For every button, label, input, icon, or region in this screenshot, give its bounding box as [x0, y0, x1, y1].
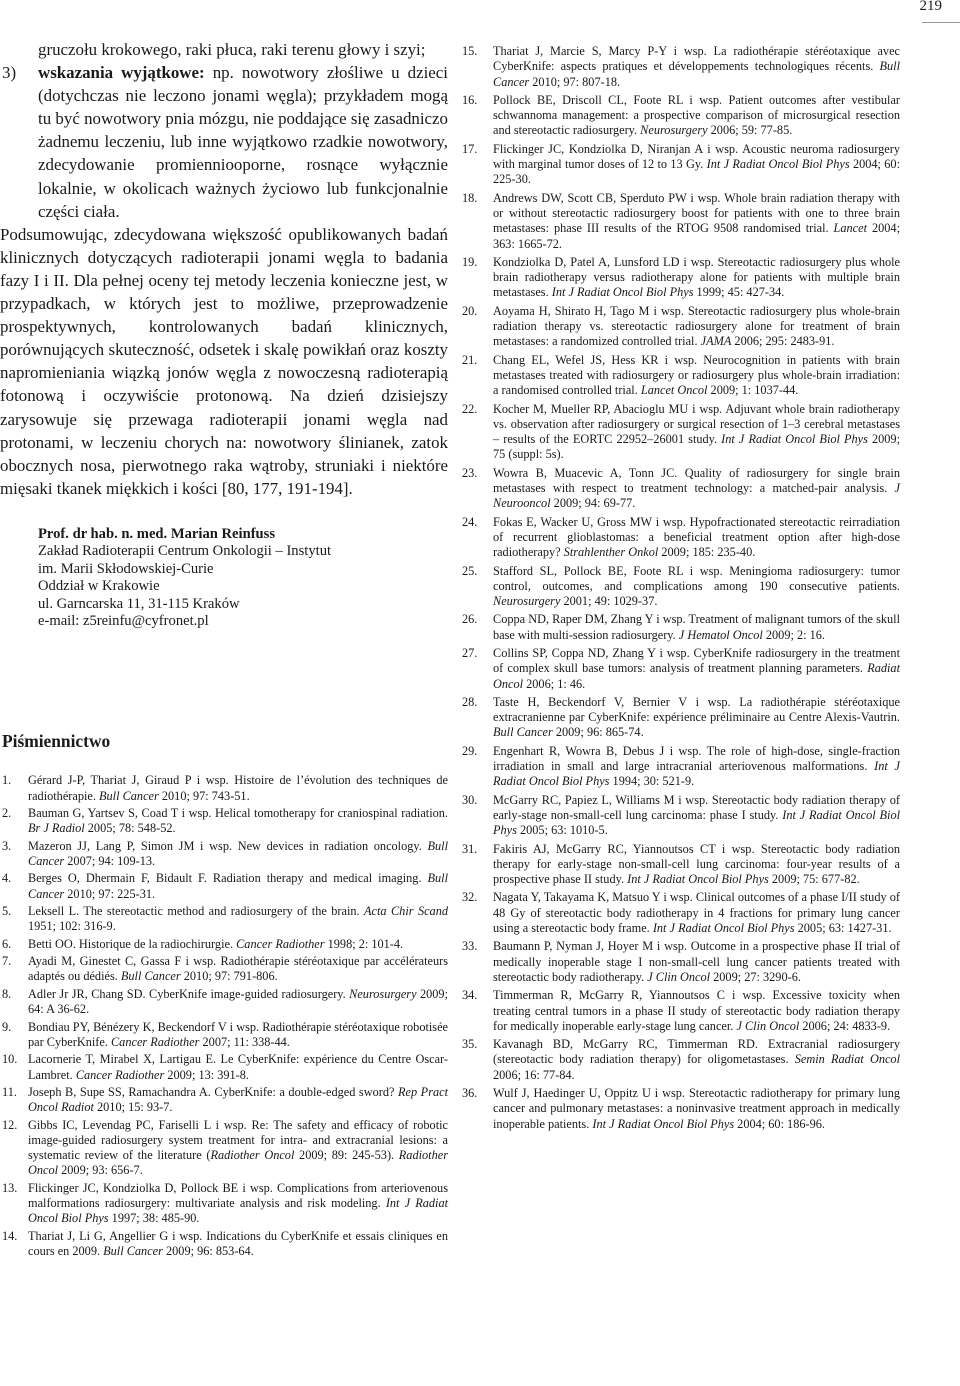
- reference-number: 22.: [462, 401, 478, 416]
- reference-item: [462, 352, 900, 399]
- reference-citation: 2009; 64: A 36-62.: [28, 986, 448, 1017]
- reference-number: 13.: [2, 1180, 18, 1195]
- reference-item: [2, 1229, 448, 1260]
- reference-item: [462, 939, 900, 985]
- reference-citation: 2009; 75: 677-82.: [768, 872, 860, 887]
- reference-number: 19.: [462, 254, 478, 269]
- reference-number: 6.: [2, 936, 12, 951]
- reference-text: Gérard J-P, Thariat J, Giraud P i wsp. Histoire de l’évolution des techniques de radiothérapie.: [28, 773, 448, 803]
- reference-text: Adler Jr JR, Chang SD. CyberKnife image-guided radiosurgery.: [28, 986, 350, 1001]
- reference-journal: Bull Cancer: [493, 725, 553, 740]
- reference-text: Wowra B, Muacevic A, Tonn JC. Quality of radiosurgery for single brain metastases with respect to treatment technology: a matched-pair analysis.: [493, 465, 900, 496]
- reference-journal: Int J Radiat Oncol Biol Phys: [493, 807, 901, 838]
- reference-item: [462, 254, 900, 301]
- reference-number: 12.: [2, 1117, 18, 1132]
- references-list-left: [0, 773, 448, 1259]
- reference-item: [462, 303, 900, 350]
- reference-text: Stafford SL, Pollock BE, Foote RL i wsp. Meningioma radiosurgery: tumor control, outcomes, and complications among 190 consecutive patients.: [493, 563, 900, 593]
- reference-item: [462, 563, 900, 610]
- reference-text: Wulf J, Haedinger U, Oppitz U i wsp. Stereotactic radiotherapy for primary lung cancer and pulmonary metastases: a noninvasive treatment approach in medically inoperable patients.: [493, 1086, 900, 1131]
- reference-text: Collins SP, Coppa ND, Zhang Y i wsp. CyberKnife radiosurgery in the treatment of complex skull base tumors: analysis of treatment planning parameters.: [493, 645, 900, 676]
- reference-journal: Radiother Oncol: [210, 1148, 295, 1163]
- reference-citation: 2009; 94: 69-77.: [550, 496, 636, 511]
- reference-journal: Int J Radiat Oncol Biol Phys: [28, 1196, 449, 1226]
- reference-journal: Acta Chir Scand: [364, 904, 448, 919]
- reference-text: Fakiris AJ, McGarry RC, Yiannoutsos CT i wsp. Stereotactic body radiation therapy for early-stage non-small-cell lung carcinoma: four-year results of a prospective phase II study.: [493, 841, 900, 887]
- reference-citation: 2004; 60: 186-96.: [734, 1116, 825, 1131]
- reference-citation: 2009; 96: 865-74.: [552, 725, 644, 740]
- reference-text: Mazeron JJ, Lang P, Simon JM i wsp. New devices in radiation oncology.: [28, 838, 428, 853]
- reference-text: Coppa ND, Raper DM, Zhang Y i wsp. Treatment of malignant tumors of the skull base with multi-session radiosurgery.: [493, 612, 900, 642]
- reference-text: Bauman G, Yartsev S, Coad T i wsp. Helical tomotherapy for craniospinal radiation.: [28, 806, 448, 820]
- references-list-right: [462, 44, 901, 1132]
- reference-item: [2, 904, 448, 935]
- reference-item: [462, 92, 900, 139]
- reference-journal: Br J Radiol: [28, 821, 85, 836]
- author-name: Prof. dr hab. n. med. Marian Reinfuss: [38, 525, 276, 542]
- reference-item: [462, 1086, 900, 1132]
- reference-number: 23.: [462, 465, 478, 480]
- reference-citation: 2005; 63: 1427-31.: [794, 921, 892, 936]
- reference-text: Chang EL, Wefel JS, Hess KR i wsp. Neurocognition in patients with brain metastases treated with radiosurgery or radiosurgery plus whole-brain irradiation: a randomised controlled trial.: [493, 352, 900, 398]
- reference-citation: 2010; 15: 93-7.: [93, 1100, 173, 1115]
- reference-journal: Bull Cancer: [493, 59, 900, 89]
- reference-journal: Int J Radiat Oncol Biol Phys: [652, 921, 795, 936]
- reference-citation: 1951; 102: 316-9.: [28, 919, 116, 934]
- reference-citation: 2010; 97: 743-51.: [158, 788, 250, 803]
- reference-citation: 2009; 75 (suppl: 5s).: [493, 432, 900, 462]
- reference-number: 18.: [462, 190, 478, 205]
- reference-text: Taste H, Beckendorf V, Bernier V i wsp. La radiothérapie stéréotaxique extracranienne par CyberKnife: expérience préliminaire au Centre Alexis-Vautrin.: [493, 694, 900, 725]
- reference-citation: 2009; 1: 1037-44.: [707, 383, 799, 398]
- reference-citation: 2006; 24: 4833-9.: [799, 1018, 891, 1033]
- reference-item: [462, 190, 900, 252]
- reference-item: [462, 465, 900, 512]
- reference-item: [462, 841, 900, 888]
- reference-journal: J Neurooncol: [493, 481, 900, 511]
- reference-number: 30.: [462, 792, 478, 807]
- reference-journal: Bull Cancer: [99, 788, 159, 803]
- reference-journal: Neurosurgery: [349, 986, 417, 1001]
- reference-text: Engenhart R, Wowra B, Debus J i wsp. The role of high-dose, single-fraction irradiation in small and large intracranial arteriovenous malformations.: [493, 743, 900, 774]
- reference-citation: 1998; 2: 101-4.: [324, 936, 404, 951]
- reference-text: Fokas E, Wacker U, Gross MW i wsp. Hypofractionated stereotactic reirradiation of recurrent glioblastomas: a beneficial treatment option after high-dose radiotherapy?: [493, 514, 900, 560]
- reference-journal: Int J Radiat Oncol Biol Phys: [721, 432, 868, 447]
- reference-journal: Neurosurgery: [640, 123, 708, 138]
- reference-number: 21.: [462, 352, 478, 367]
- reference-number: 20.: [462, 303, 478, 318]
- reference-number: 3.: [2, 838, 12, 853]
- reference-citation: 2001; 49: 1029-37.: [560, 594, 658, 609]
- summary-paragraph: Podsumowując, zdecydowana większość opublikowanych badań klinicznych dotyczących radioterapii jonami węgla to badania fazy I i II. Dla pełnej oceny tej metody leczenia konieczne jest, w przypadkach, w których jest to możliwe, przeprowadzenie prospektywnych, kontrolowanych badań klinicznych, porównujących skuteczność, odsetek i skalę powikłań oraz koszty napromieniania wiązką jonów węgla z nowoczesną radioterapią fotonową i oczywiście protonową. Na dzień dzisiejszy zarysowuje się przewaga radioterapii jonami węgla nad protonami, w leczeniu chorych na: nowotwory ślinianek, zatok obocznych nosa, pierwotnego raka wątroby, struniaki i niektóre mięsaki tkanek miękkich i kości [80, 177, 191-194].: [0, 224, 448, 498]
- author-block: [38, 526, 448, 630]
- reference-citation: 2009; 27: 3290-6.: [710, 969, 801, 984]
- reference-text: Baumann P, Nyman J, Hoyer M i wsp. Outcome in a prospective phase II trial of medically inoperable stage I non-small-cell lung cancer patients treated with stereotactic body radiotherapy.: [493, 939, 900, 984]
- reference-citation: 1997; 38: 485-90.: [108, 1211, 200, 1226]
- reference-citation: 2004; 363: 1665-72.: [493, 221, 900, 251]
- reference-number: 24.: [462, 514, 478, 529]
- reference-citation: 2009; 96: 853-64.: [162, 1244, 254, 1259]
- reference-item: [462, 1037, 900, 1083]
- reference-item: [2, 1181, 448, 1227]
- reference-number: 1.: [2, 773, 12, 788]
- reference-text: Nagata Y, Takayama K, Matsuo Y i wsp. Clinical outcomes of a phase I/II study of 48 Gy of stereotactic body radiotherapy in 4 fractions for primary lung cancer using a stereotactic body frame.: [493, 890, 900, 936]
- reference-citation: 2005; 63: 1010-5.: [516, 823, 608, 838]
- reference-text: Flickinger JC, Kondziolka D, Niranjan A i wsp. Acoustic neuroma radiosurgery with marginal tumor doses of 12 to 13 Gy.: [493, 141, 900, 172]
- reference-journal: Cancer Radiother: [110, 1034, 200, 1049]
- reference-journal: Lancet Oncol: [640, 383, 708, 398]
- reference-item: [462, 141, 900, 188]
- reference-item: [2, 937, 448, 952]
- reference-item: [462, 792, 901, 839]
- reference-citation: 2004; 60: 225-30.: [493, 157, 900, 187]
- reference-item: [462, 694, 900, 741]
- reference-number: 9.: [2, 1019, 12, 1034]
- reference-text: Betti OO. Historique de la radiochirurgie.: [28, 936, 237, 951]
- reference-text: Kondziolka D, Patel A, Lunsford LD i wsp. Stereotactic radiosurgery plus whole brain radiotherapy versus radiotherapy alone for patients with multiple brain metastases.: [493, 254, 900, 300]
- reference-number: 7.: [2, 954, 12, 969]
- reference-text: Pollock BE, Driscoll CL, Foote RL i wsp. Patient outcomes after vestibular schwannoma management: a prospective comparison of microsurgical resection and stereotactic radiosurgery.: [493, 92, 900, 138]
- reference-journal: Cancer Radiother: [75, 1067, 165, 1082]
- reference-journal: Bull Cancer: [120, 969, 181, 984]
- reference-citation: 1994; 30: 521-9.: [609, 774, 695, 789]
- reference-citation: 2006; 1: 46.: [523, 676, 586, 691]
- reference-citation: 2005; 78: 548-52.: [84, 821, 176, 836]
- reference-journal: Int J Radiat Oncol Biol Phys: [551, 285, 694, 300]
- reference-number: 34.: [462, 988, 478, 1003]
- right-column: [462, 44, 901, 1135]
- reference-number: 32.: [462, 890, 478, 905]
- reference-journal: Int J Radiat Oncol Biol Phys: [493, 759, 900, 789]
- reference-item: [462, 645, 900, 692]
- references-heading: Piśmiennictwo: [2, 731, 111, 752]
- reference-item: [2, 1085, 448, 1116]
- reference-item: [2, 987, 448, 1018]
- reference-citation: 2006; 16: 77-84.: [493, 1067, 575, 1082]
- reference-journal: Bull Cancer: [28, 871, 448, 901]
- reference-item: [2, 773, 448, 804]
- reference-citation: 2007; 94: 109-13.: [64, 853, 156, 868]
- list-item-text: np. nowotwory złośliwe u dzieci (dotychczas nie leczono jonami węgla); przykładem mogą tu być nowotwory pnia mózgu, nie poddające się zasadniczo żadnemu leczeniu, lub inne wyjątkowo rzadkie nowotwory, zdecydowanie promienniooporne, rosnące wyłącznie lokalnie, w okolicach ważnych życiowo lub funkcjonalnie części ciała.: [38, 63, 448, 221]
- reference-text: Thariat J, Li G, Angellier G i wsp. Indications du CyberKnife et essais cliniques en cours en 2009.: [28, 1228, 448, 1259]
- reference-text: Kavanagh BD, McGarry RC, Timmerman RD. Extracranial radiosurgery (stereotactic body radiation therapy) for oligometastases.: [493, 1037, 900, 1067]
- reference-item: [462, 514, 900, 561]
- reference-text: Flickinger JC, Kondziolka D, Pollock BE i wsp. Complications from arteriovenous malformations radiosurgery: multivariate analysis and risk modeling.: [28, 1180, 448, 1211]
- reference-text: Timmerman R, McGarry R, Yiannoutsos C i wsp. Excessive toxicity when treating central tumors in a phase II study of stereotactic body radiation therapy for medically inoperable early-stage lung cancer.: [493, 988, 900, 1033]
- reference-journal: Neurosurgery: [493, 594, 561, 609]
- reference-number: 26.: [462, 612, 478, 627]
- reference-citation: 2010; 97: 791-806.: [180, 969, 278, 984]
- reference-number: 36.: [462, 1086, 478, 1100]
- reference-text: McGarry RC, Papiez L, Williams M i wsp. Stereotactic body radiation therapy of early-stage non-small-cell lung carcinoma: phase I study.: [493, 792, 900, 822]
- list-item-lead: wskazania wyjątkowe:: [38, 63, 205, 83]
- reference-journal: Rep Pract Oncol Radiot: [28, 1084, 449, 1115]
- reference-number: 5.: [2, 904, 12, 919]
- reference-text: Aoyama H, Shirato H, Tago M i wsp. Stereotactic radiosurgery plus whole-brain radiation therapy vs. stereotactic radiosurgery alone for treatment of brain metastases: a randomized controlled trial.: [493, 303, 900, 349]
- reference-item: [2, 871, 448, 902]
- reference-number: 11.: [2, 1084, 17, 1099]
- reference-citation: 2006; 295: 2483-91.: [731, 334, 835, 349]
- reference-text: Berges O, Dhermain F, Bidault F. Radiation therapy and medical imaging.: [28, 871, 428, 886]
- reference-citation: 2009; 89: 245-53).: [294, 1148, 399, 1163]
- author-email: e-mail: z5reinfu@cyfronet.pl: [38, 612, 209, 629]
- reference-item: [462, 988, 900, 1034]
- reference-text: Joseph B, Supe SS, Ramachandra A. CyberKnife: a double-edged sword?: [28, 1084, 398, 1099]
- reference-item: [2, 839, 448, 870]
- reference-number: 25.: [462, 563, 478, 578]
- reference-journal: Int J Radiat Oncol Biol Phys: [592, 1116, 735, 1131]
- reference-number: 17.: [462, 141, 478, 156]
- reference-number: 14.: [2, 1228, 18, 1243]
- reference-journal: Lancet: [833, 221, 868, 236]
- reference-journal: Strahlenther Onkol: [563, 545, 659, 560]
- reference-text: Bondiau PY, Bénézery K, Beckendorf V i wsp. Radiothérapie stéréotaxique robotisée par CyberKnife.: [28, 1019, 448, 1049]
- reference-text: Lacornerie T, Mirabel X, Lartigau E. Le CyberKnife: expérience du Centre Oscar-Lambret.: [28, 1052, 448, 1082]
- list-item-number: 3): [2, 63, 17, 83]
- reference-journal: Radiat Oncol: [493, 661, 900, 691]
- reference-citation: 2010; 97: 807-18.: [529, 74, 621, 89]
- reference-text: Andrews DW, Scott CB, Sperduto PW i wsp. Whole brain radiation therapy with or without stereotactic radiosurgery boost for patients with one to three brain metastases: phase III results of the RTOG 9508 randomised trial.: [493, 190, 900, 236]
- reference-number: 8.: [2, 986, 12, 1001]
- reference-number: 35.: [462, 1037, 478, 1052]
- reference-text: Leksell L. The stereotactic method and radiosurgery of the brain.: [28, 904, 365, 919]
- reference-citation: 2006; 59: 77-85.: [707, 123, 793, 138]
- reference-item: [2, 1118, 448, 1179]
- reference-journal: Int J Radiat Oncol Biol Phys: [706, 157, 850, 172]
- reference-journal: J Clin Oncol: [736, 1018, 800, 1033]
- author-affiliation-2: im. Marii Skłodowskiej-Curie: [38, 560, 214, 577]
- list-continuation: gruczołu krokowego, raki płuca, raki terenu głowy i szyi;: [38, 40, 426, 59]
- author-address: ul. Garncarska 11, 31-115 Kraków: [38, 595, 240, 612]
- reference-journal: Int J Radiat Oncol Biol Phys: [627, 872, 769, 887]
- list-item-3: [0, 61, 448, 223]
- author-affiliation-3: Oddział w Krakowie: [38, 578, 160, 595]
- reference-journal: Bull Cancer: [28, 838, 448, 868]
- reference-number: 4.: [2, 871, 12, 886]
- reference-number: 2.: [2, 806, 12, 820]
- reference-journal: Radiother Oncol: [28, 1148, 448, 1178]
- reference-journal: JAMA: [700, 334, 732, 349]
- author-affiliation-1: Zakład Radioterapii Centrum Onkologii – Instytut: [38, 543, 332, 560]
- reference-citation: 2009; 93: 656-7.: [58, 1163, 143, 1178]
- reference-number: 16.: [462, 92, 478, 107]
- reference-text: Kocher M, Mueller RP, Abacioglu MU i wsp. Adjuvant whole brain radiotherapy vs. observation after radiosurgery or surgical resection of 1–3 cerebral metastases – results of the EORTC 22952–26001 study.: [493, 401, 900, 447]
- reference-journal: Semin Radiat Oncol: [794, 1052, 900, 1067]
- reference-citation: 2009; 185: 235-40.: [658, 545, 756, 560]
- reference-number: 29.: [462, 743, 478, 758]
- reference-number: 10.: [2, 1052, 18, 1067]
- reference-item: [2, 1052, 448, 1083]
- reference-item: [462, 743, 900, 790]
- reference-journal: J Clin Oncol: [647, 969, 711, 984]
- reference-citation: 1999; 45: 427-34.: [693, 285, 785, 300]
- reference-number: 27.: [462, 645, 478, 660]
- reference-item: [462, 612, 900, 643]
- reference-item: [2, 1020, 448, 1051]
- reference-journal: Bull Cancer: [103, 1244, 163, 1259]
- reference-number: 28.: [462, 694, 478, 709]
- left-column: [0, 38, 448, 1262]
- reference-item: [2, 806, 448, 837]
- header-rule: [922, 22, 960, 23]
- reference-citation: 2010; 97: 225-31.: [64, 886, 156, 901]
- reference-journal: Cancer Radiother: [236, 936, 325, 951]
- reference-item: [462, 44, 900, 90]
- page-number: 219: [919, 0, 942, 14]
- reference-journal: J Hematol Oncol: [678, 627, 763, 642]
- reference-number: 31.: [462, 841, 478, 856]
- reference-text: Thariat J, Marcie S, Marcy P-Y i wsp. La radiothérapie stéréotaxique avec CyberKnife: aspects pratiques et développements technologiques récents.: [493, 44, 900, 74]
- reference-number: 33.: [462, 939, 478, 954]
- reference-item: [462, 401, 900, 463]
- reference-text: Ayadi M, Ginestet C, Gassa F i wsp. Radiothérapie stéréotaxique par accélérateurs adaptés ou dédiés.: [28, 954, 448, 984]
- reference-item: [2, 954, 448, 985]
- reference-citation: 2009; 13: 391-8.: [164, 1067, 249, 1082]
- reference-item: [462, 890, 900, 936]
- reference-citation: 2007; 11: 338-44.: [199, 1034, 290, 1049]
- reference-text: Gibbs IC, Levendag PC, Fariselli L i wsp. Re: The safety and efficacy of robotic image-guided radiosurgery system treatment for intra- and extracranial lesions: a systematic review of the literature (: [28, 1117, 448, 1163]
- reference-number: 15.: [462, 44, 478, 58]
- reference-citation: 2009; 2: 16.: [762, 627, 825, 642]
